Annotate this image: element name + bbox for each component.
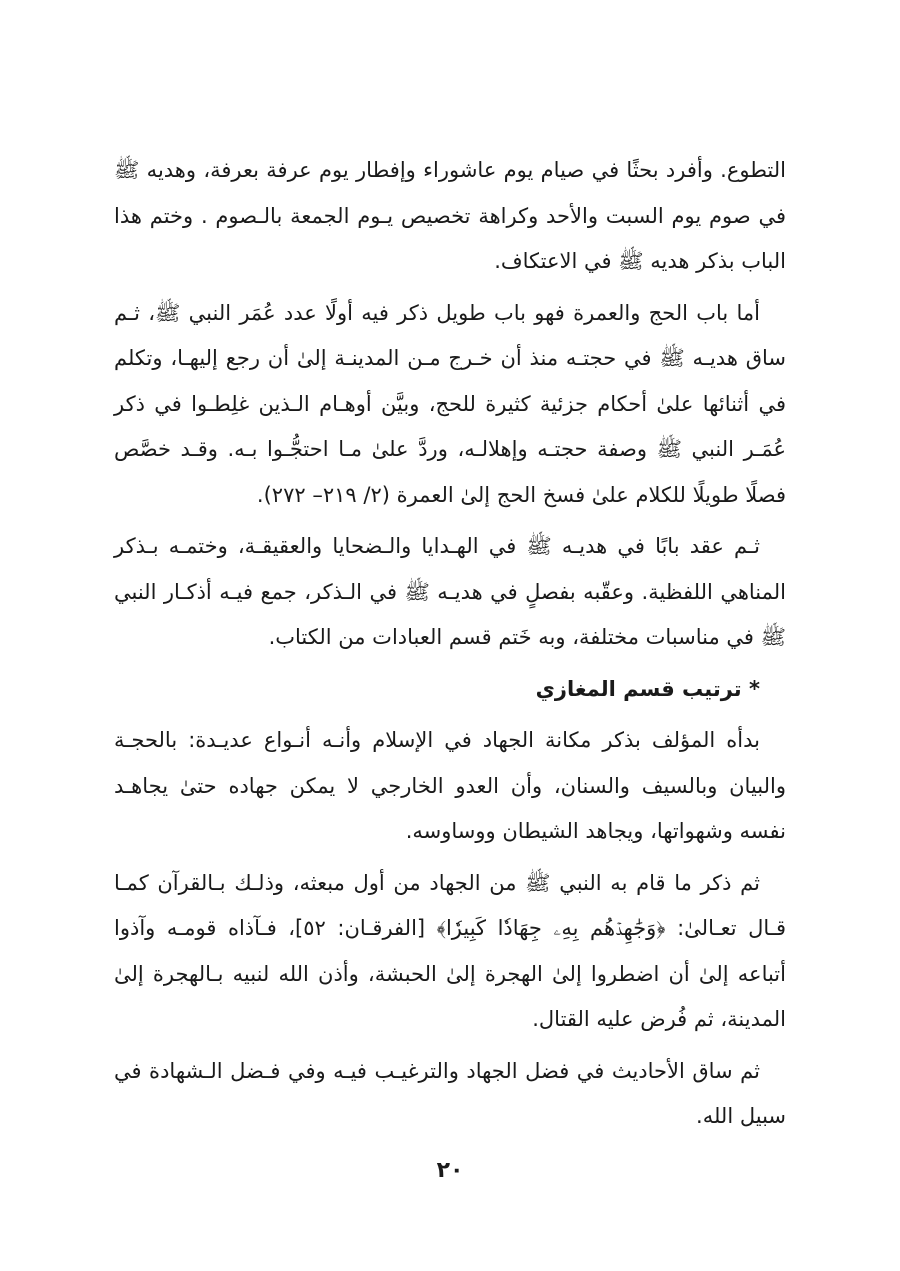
paragraph-sacrifices: ثـم عقد بابًا في هديـه ﷺ في الهـدايا والـضحايا والعقيقـة، وختمـه بـذكر المناهي اللفظية. وعقّبه بفصلٍ في هديـه ﷺ في الـذكر، جمع فيـه أذكـار النبي ﷺ في مناسبات مختلفة، وبه خَتم قسم العبادات من الكتاب. [114, 534, 786, 649]
paragraph-jihad-intro: بدأه المؤلف بذكر مكانة الجهاد في الإسلام وأنـه أنـواع عديـدة: بالحجـة والبيان وبالسيف والسنان، وأن العدو الخارجي لا يمكن جهاده حتىٰ يجاهـد نفسه وشهواتها، ويجاهد الشيطان ووساوسه. [114, 728, 786, 843]
main-text [114, 148, 786, 1146]
paragraph-jihad-virtue: ثم ساق الأحاديث في فضل الجهاد والترغيـب فيـه وفي فـضل الـشهادة في سبيل الله. [114, 1058, 786, 1128]
paragraph-jihad-quran: ثم ذكر ما قام به النبي ﷺ من الجهاد من أول مبعثه، وذلـك بـالقرآن كمـا قـال تعـالىٰ: ﴿وَجَٰهِدۡهُم بِهِۦ جِهَادٗا كَبِيرٗا﴾ [الفرقـان: ٥٢]، فـآذاه قومـه وآذوا أتباعه إلىٰ أن اضطروا إلىٰ الهجرة إلىٰ الحبشة، وأذن الله لنبيه بـالهجرة إلىٰ المدينة، ثم فُرض عليه القتال. [114, 870, 787, 1031]
paragraph-fasting: التطوع. وأفرد بحثًا في صيام يوم عاشوراء وإفطار يوم عرفة بعرفة، وهديه ﷺ في صوم يوم السبت والأحد وكراهة تخصيص يـوم الجمعة بالـصوم . وختم هذا الباب بذكر هديه ﷺ في الاعتكاف. [114, 158, 786, 273]
page-number: ٢٠ [436, 1158, 464, 1183]
paragraph-hajj: أما باب الحج والعمرة فهو باب طويل ذكر فيه أولًا عدد عُمَر النبي ﷺ، ثـم ساق هديـه ﷺ في حجتـه منذ أن خـرج مـن المدينـة إلىٰ أن رجع إليهـا، وتكلم في أثنائها علىٰ أحكام جزئية كثيرة للحج، وبيَّن أوهـام الـذين غلِطـوا في ذكر عُمَـر النبي ﷺ وصفة حجتـه وإهلالـه، وردَّ علىٰ مـا احتجُّـوا بـه. وقـد خصَّص فصلًا طويلًا للكلام علىٰ فسخ الحج إلىٰ العمرة (٢/ ٢١٩– ٢٧٢). [114, 300, 786, 507]
section-heading-maghazi: * ترتيب قسم المغازي [535, 676, 760, 701]
